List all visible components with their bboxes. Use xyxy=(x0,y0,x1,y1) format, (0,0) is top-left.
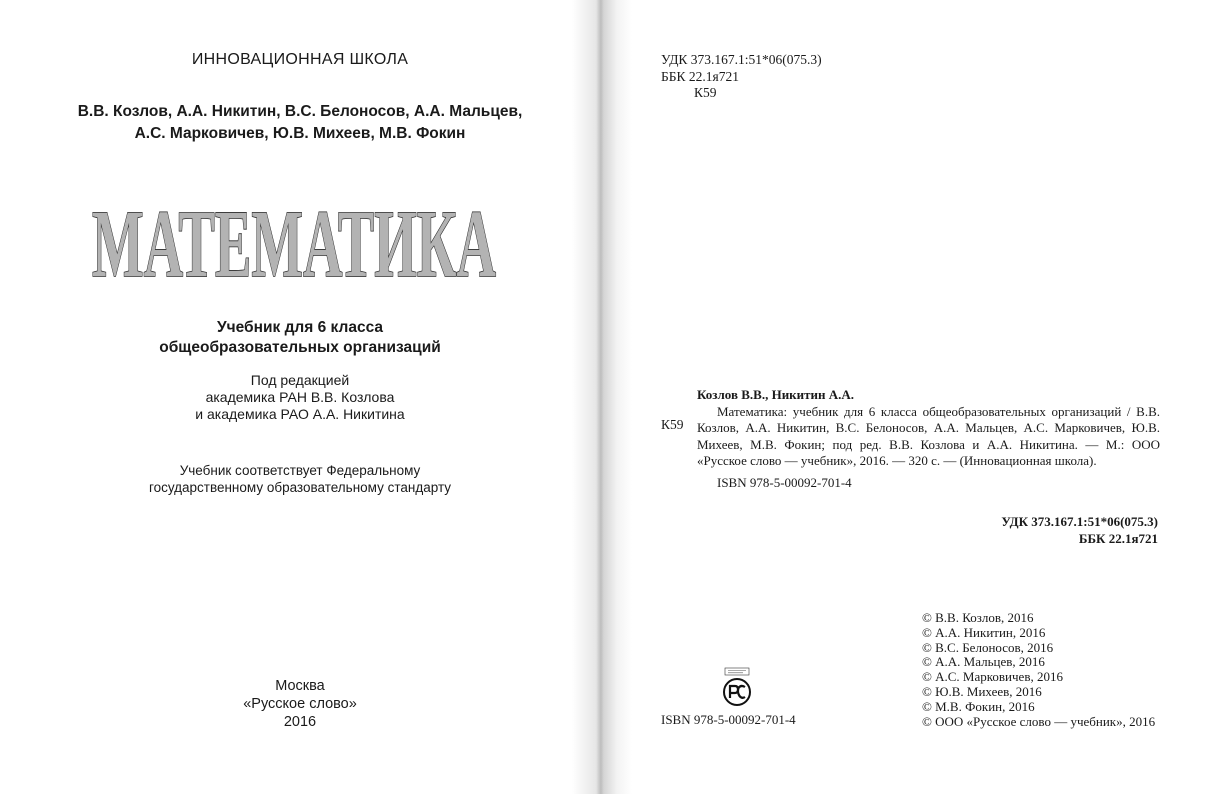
author-mark-side: К59 xyxy=(661,417,684,432)
book-title xyxy=(92,190,502,297)
bbk-code-bottom: ББК 22.1я721 xyxy=(1078,530,1158,546)
bbk-code-top: ББК 22.1я721 xyxy=(661,68,739,84)
book-spine-shadow xyxy=(572,0,632,794)
copyright-line: © ООО «Русское слово — учебник», 2016 xyxy=(922,713,1156,729)
standard-line-1: Учебник соответствует Федеральному xyxy=(179,463,421,478)
standard-note xyxy=(0,462,600,496)
biblio-isbn: ISBN 978-5-00092-701-4 xyxy=(717,474,852,490)
authors-line-2: А.С. Марковичев, Ю.В. Михеев, М.В. Фокин xyxy=(134,125,466,142)
publisher-name: «Русское слово» xyxy=(243,696,357,712)
copyright-line: © А.А. Мальцев, 2016 xyxy=(922,654,1045,670)
editors-block xyxy=(0,372,600,423)
biblio-body: Математика: учебник для 6 класса общеобразовательных организаций / В.В. Козлов, А.А. Никитин, В.С. Белоносов, А.А. Мальцев, А.С. Марковичев, Ю.В. Михеев, М.В. Фокин; под ред. В.В. Козлова и А.А. Никитина. — М.: ООО «Русское слово — учебник», 2016. — 320 с. — (Инновационная школа). xyxy=(697,403,1160,469)
editors-line-2: академика РАН В.В. Козлова xyxy=(205,389,395,405)
copyright-line: © В.С. Белоносов, 2016 xyxy=(922,639,1054,655)
rst-certification-icon xyxy=(719,668,755,708)
series-name: ИННОВАЦИОННАЯ ШКОЛА xyxy=(191,51,409,68)
classification-codes-bottom xyxy=(1001,514,1158,547)
classification-codes-top xyxy=(661,52,822,102)
book-title-text: МАТЕМАТИКА xyxy=(92,190,497,297)
bibliographic-record xyxy=(697,387,1160,492)
copyright-line: © В.В. Козлов, 2016 xyxy=(922,610,1034,625)
editors-line-3: и академика РАО А.А. Никитина xyxy=(195,406,405,422)
publisher-city: Москва xyxy=(275,678,325,694)
author-mark-top: К59 xyxy=(694,85,717,100)
left-page xyxy=(0,0,600,794)
copyright-line: © А.С. Марковичев, 2016 xyxy=(922,669,1063,685)
publisher-year: 2016 xyxy=(283,714,317,730)
biblio-heading: Козлов В.В., Никитин А.А. xyxy=(697,387,855,402)
copyright-line: © М.В. Фокин, 2016 xyxy=(922,698,1035,714)
copyright-list xyxy=(922,611,1155,729)
editors-line-1: Под редакцией xyxy=(250,372,350,388)
isbn-bottom: ISBN 978-5-00092-701-4 xyxy=(661,712,796,727)
copyright-line: © А.А. Никитин, 2016 xyxy=(922,624,1046,640)
subtitle-line-1: Учебник для 6 класса xyxy=(216,319,383,336)
authors-line-1: В.В. Козлов, А.А. Никитин, В.С. Белоносов, А.А. Мальцев, xyxy=(77,103,523,120)
subtitle-line-2: общеобразовательных организаций xyxy=(159,339,441,356)
copyright-line: © Ю.В. Михеев, 2016 xyxy=(922,683,1042,699)
udk-code-bottom: УДК 373.167.1:51*06(075.3) xyxy=(1001,514,1158,529)
authors-block xyxy=(0,101,600,145)
subtitle-block xyxy=(0,318,600,358)
publisher-block xyxy=(0,677,600,731)
standard-line-2: государственному образовательному стандарту xyxy=(148,480,452,495)
udk-code-top: УДК 373.167.1:51*06(075.3) xyxy=(661,52,822,67)
